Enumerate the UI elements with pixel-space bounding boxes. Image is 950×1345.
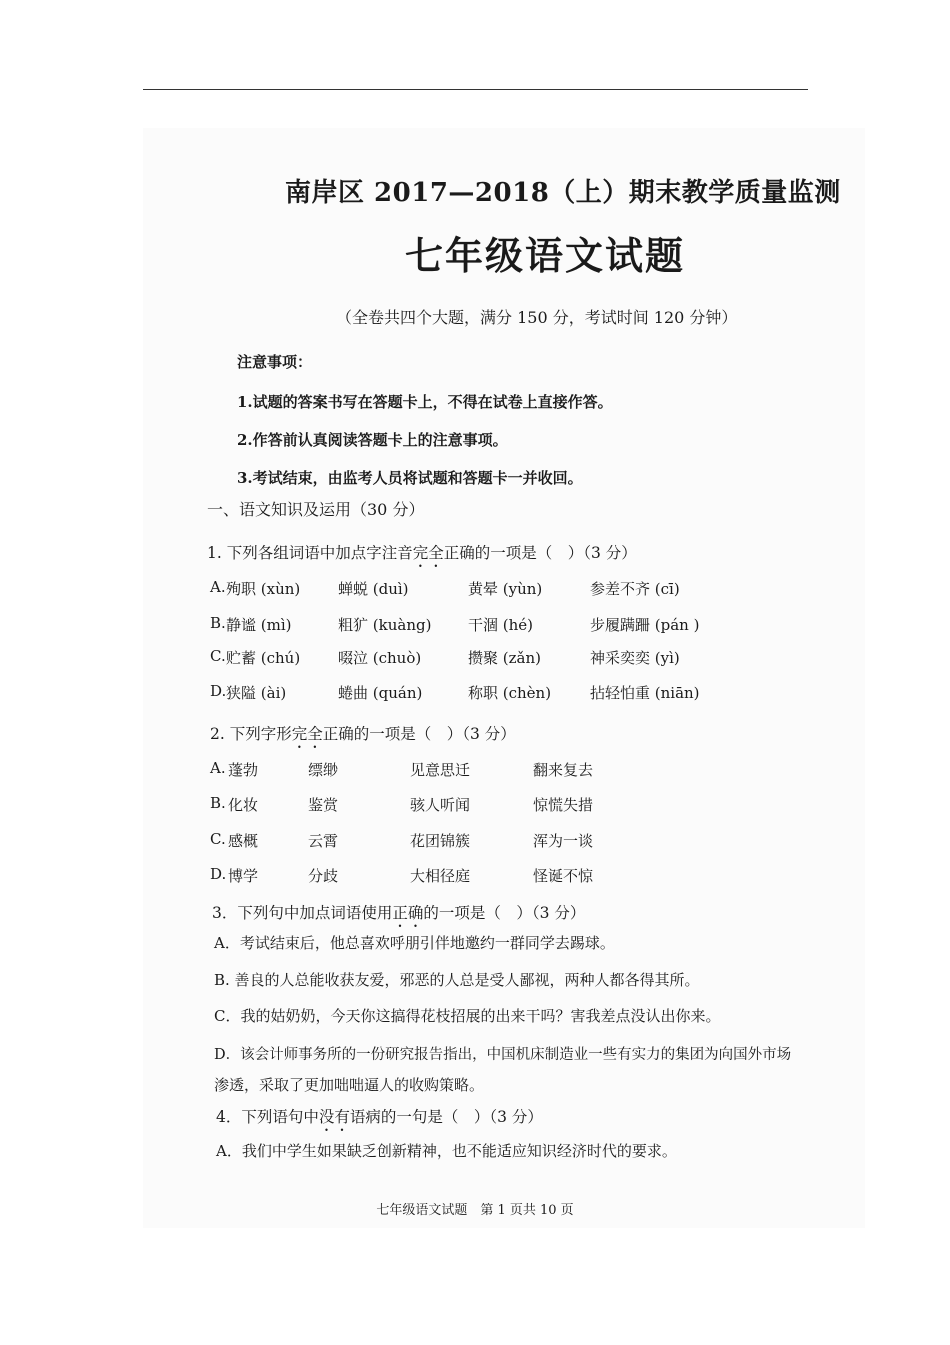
option-item: 鉴赏 <box>308 796 339 814</box>
option-item: 骇人听闻 <box>410 796 471 814</box>
option-item: 干涸 (hé) <box>468 616 534 634</box>
exam-info: （全卷共四个大题，满分 150 分，考试时间 120 分钟） <box>336 308 738 327</box>
notice-item-1: 1.试题的答案书写在答题卡上，不得在试卷上直接作答。 <box>237 393 613 411</box>
option-label: B. <box>210 794 226 812</box>
option-item: 缥缈 <box>308 761 339 779</box>
stem-dotted: 正确 <box>392 904 424 922</box>
exam-subject-title: 七年级语文试题 <box>405 233 686 278</box>
q3-option-c: C．我的姑奶奶，今天你这搞得花枝招展的出来干吗？害我差点没认出你来。 <box>214 1007 721 1025</box>
q3-option-b: B. 善良的人总能收获友爱，邪恶的人总是受人鄙视，两种人都各得其所。 <box>214 971 700 989</box>
option-item: 惊慌失措 <box>533 796 594 814</box>
option-item: 见意思迁 <box>410 761 471 779</box>
option-item: 蓬勃 <box>228 761 259 779</box>
q4-option-a: A．我们中学生如果缺乏创新精神，也不能适应知识经济时代的要求。 <box>216 1142 677 1160</box>
question-3-stem <box>212 901 585 931</box>
option-label: A. <box>210 578 226 596</box>
top-rule <box>143 89 808 90</box>
option-item: 神采奕奕 (yì) <box>590 649 680 667</box>
notice-item-3: 3.考试结束，由监考人员将试题和答题卡一并收回。 <box>237 469 583 487</box>
option-item: 怪诞不惊 <box>533 867 594 885</box>
option-item: 拈轻怕重 (niān) <box>590 684 700 702</box>
option-item: 啜泣 (chuò) <box>338 649 422 667</box>
option-item: 粗犷 (kuàng) <box>338 616 432 634</box>
q3-option-a: A．考试结束后，他总喜欢呼朋引伴地邀约一群同学去踢球。 <box>214 934 615 952</box>
stem-dotted: 完全 <box>412 544 444 562</box>
question-1-stem <box>207 541 637 571</box>
exam-title: 南岸区 2017—2018（上）期末教学质量监测 <box>285 178 841 208</box>
option-item: 参差不齐 (cī) <box>590 580 680 598</box>
option-item: 殉职 (xùn) <box>226 580 301 598</box>
stem-text: 正确的一项是（ ）（3 分） <box>322 725 516 743</box>
option-label: B. <box>210 614 226 632</box>
option-item: 称职 (chèn) <box>468 684 552 702</box>
option-item: 博学 <box>228 867 259 885</box>
stem-text: 3．下列句中加点词语使用 <box>212 904 393 922</box>
page-footer: 七年级语文试题 第 1 页共 10 页 <box>376 1203 574 1218</box>
option-item: 黄晕 (yùn) <box>468 580 543 598</box>
option-item: 蜷曲 (quán) <box>338 684 423 702</box>
option-item: 感概 <box>228 832 259 850</box>
stem-dotted: 没有 <box>318 1108 350 1126</box>
option-item: 化妆 <box>228 796 259 814</box>
option-item: 翻来复去 <box>533 761 594 779</box>
option-label: A. <box>210 759 226 777</box>
notice-heading: 注意事项： <box>237 353 313 371</box>
question-4-stem <box>216 1105 543 1135</box>
option-label: C. <box>210 830 226 848</box>
option-label: D. <box>210 865 227 883</box>
option-item: 蝉蜕 (duì) <box>338 580 409 598</box>
q3-option-d-line2: 渗透，采取了更加咄咄逼人的收购策略。 <box>214 1076 485 1094</box>
stem-text: 2. 下列字形 <box>210 725 292 743</box>
stem-text: 4．下列语句中 <box>216 1108 319 1126</box>
notice-item-2: 2.作答前认真阅读答题卡上的注意事项。 <box>237 431 508 449</box>
stem-dotted: 完全 <box>291 725 323 743</box>
question-2-stem <box>210 722 516 752</box>
stem-text: 1. 下列各组词语中加点字注音 <box>207 544 413 562</box>
stem-text: 的一项是（ ）（3 分） <box>423 904 586 922</box>
option-item: 贮蓄 (chú) <box>226 649 301 667</box>
q3-option-d-line1: D．该会计师事务所的一份研究报告指出，中国机床制造业一些有实力的集团为向国外市场 <box>214 1047 792 1063</box>
section-1-title: 一、语文知识及运用（30 分） <box>207 500 425 519</box>
option-label: D. <box>210 682 227 700</box>
option-label: C. <box>210 647 226 665</box>
option-item: 花团锦簇 <box>410 832 471 850</box>
option-item: 浑为一谈 <box>533 832 594 850</box>
stem-text: 语病的一句是（ ）（3 分） <box>349 1108 543 1126</box>
option-item: 云霄 <box>308 832 339 850</box>
stem-text: 正确的一项是（ ）（3 分） <box>443 544 637 562</box>
option-item: 步履蹒跚 (pán ) <box>590 616 700 634</box>
option-item: 攒聚 (zǎn) <box>468 649 541 667</box>
option-item: 分歧 <box>308 867 339 885</box>
option-item: 静谧 (mì) <box>226 616 292 634</box>
option-item: 大相径庭 <box>410 867 471 885</box>
option-item: 狭隘 (ài) <box>226 684 287 702</box>
